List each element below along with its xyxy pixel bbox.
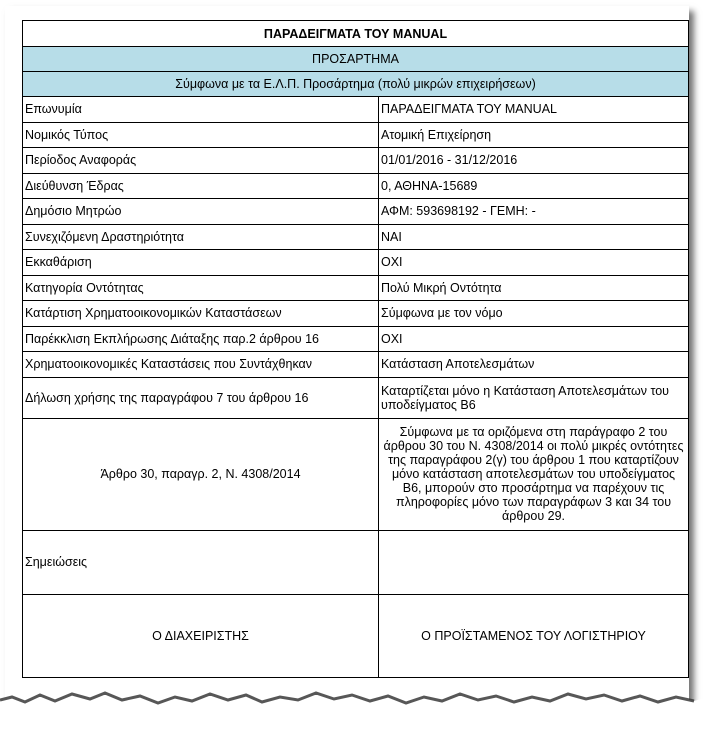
table-row [23,97,689,123]
table-row [23,199,689,225]
row-value: ΟΧΙ [379,250,689,276]
table-row [23,326,689,352]
table-row [23,301,689,327]
notes-row [23,530,689,594]
row-label: Περίοδος Αναφοράς [23,148,379,174]
notes-label: Σημειώσεις [23,530,379,594]
table-row [23,275,689,301]
document-title: ΠΑΡΑΔΕΙΓΜΑΤΑ ΤΟΥ MANUAL [23,21,689,47]
signatures-row [23,594,689,677]
table-row [23,148,689,174]
row-value: ΠΑΡΑΔΕΙΓΜΑΤΑ ΤΟΥ MANUAL [379,97,689,123]
row-value: Πολύ Μικρή Οντότητα [379,275,689,301]
row-value: Κατάσταση Αποτελεσμάτων [379,352,689,378]
table-row [23,250,689,276]
notes-value [379,530,689,594]
section-header: ΠΡΟΣΑΡΤΗΜΑ [23,47,689,72]
article-text: Σύμφωνα με τα οριζόμενα στη παράγραφο 2 του άρθρου 30 του Ν. 4308/2014 οι πολύ μικρές οντότητες της παραγράφου 2(γ) του άρθρου 1 που καταρτίζουν μόνο κατάσταση αποτελεσμάτων του υποδείγματος Β6, μπορούν στο προσάρτημα να παρέχουν τις πληροφορίες μόνο των παραγράφων 3 και 34 του άρθρου 29. [379,418,689,530]
row-label: Συνεχιζόμενη Δραστηριότητα [23,224,379,250]
table-row [23,224,689,250]
row-label: Χρηματοοικονομικές Καταστάσεις που Συντάχθηκαν [23,352,379,378]
row-label: Επωνυμία [23,97,379,123]
section-subtitle: Σύμφωνα με τα Ε.Λ.Π. Προσάρτημα (πολύ μικρών επιχειρήσεων) [23,72,689,97]
row-value: 01/01/2016 - 31/12/2016 [379,148,689,174]
row-value: ΟΧΙ [379,326,689,352]
row-label: Εκκαθάριση [23,250,379,276]
row-value: Σύμφωνα με τον νόμο [379,301,689,327]
manager-signature: Ο ΔΙΑΧΕΙΡΙΣΤΗΣ [23,594,379,677]
row-label: Παρέκκλιση Εκπλήρωσης Διάταξης παρ.2 άρθρου 16 [23,326,379,352]
row-value: Καταρτίζεται μόνο η Κατάσταση Αποτελεσμάτων του υποδείγματος Β6 [379,377,689,418]
document-page [5,6,689,718]
table-row [23,122,689,148]
appendix-table [22,20,689,678]
row-label: Δημόσιο Μητρώο [23,199,379,225]
row-label: Διεύθυνση Έδρας [23,173,379,199]
row-label: Κατηγορία Οντότητας [23,275,379,301]
table-row [23,352,689,378]
article-label: Άρθρο 30, παραγρ. 2, Ν. 4308/2014 [23,418,379,530]
row-value: 0, ΑΘΗΝΑ-15689 [379,173,689,199]
row-value: ΑΦΜ: 593698192 - ΓΕΜΗ: - [379,199,689,225]
row-value: ΝΑΙ [379,224,689,250]
accountant-signature: Ο ΠΡΟΪΣΤΑΜΕΝΟΣ ΤΟΥ ΛΟΓΙΣΤΗΡΙΟΥ [379,594,689,677]
article-row [23,418,689,530]
table-row [23,173,689,199]
row-label: Νομικός Τύπος [23,122,379,148]
table-row [23,377,689,418]
row-label: Κατάρτιση Χρηματοοικονομικών Καταστάσεων [23,301,379,327]
row-value: Ατομική Επιχείρηση [379,122,689,148]
row-label: Δήλωση χρήσης της παραγράφου 7 του άρθρου 16 [23,377,379,418]
